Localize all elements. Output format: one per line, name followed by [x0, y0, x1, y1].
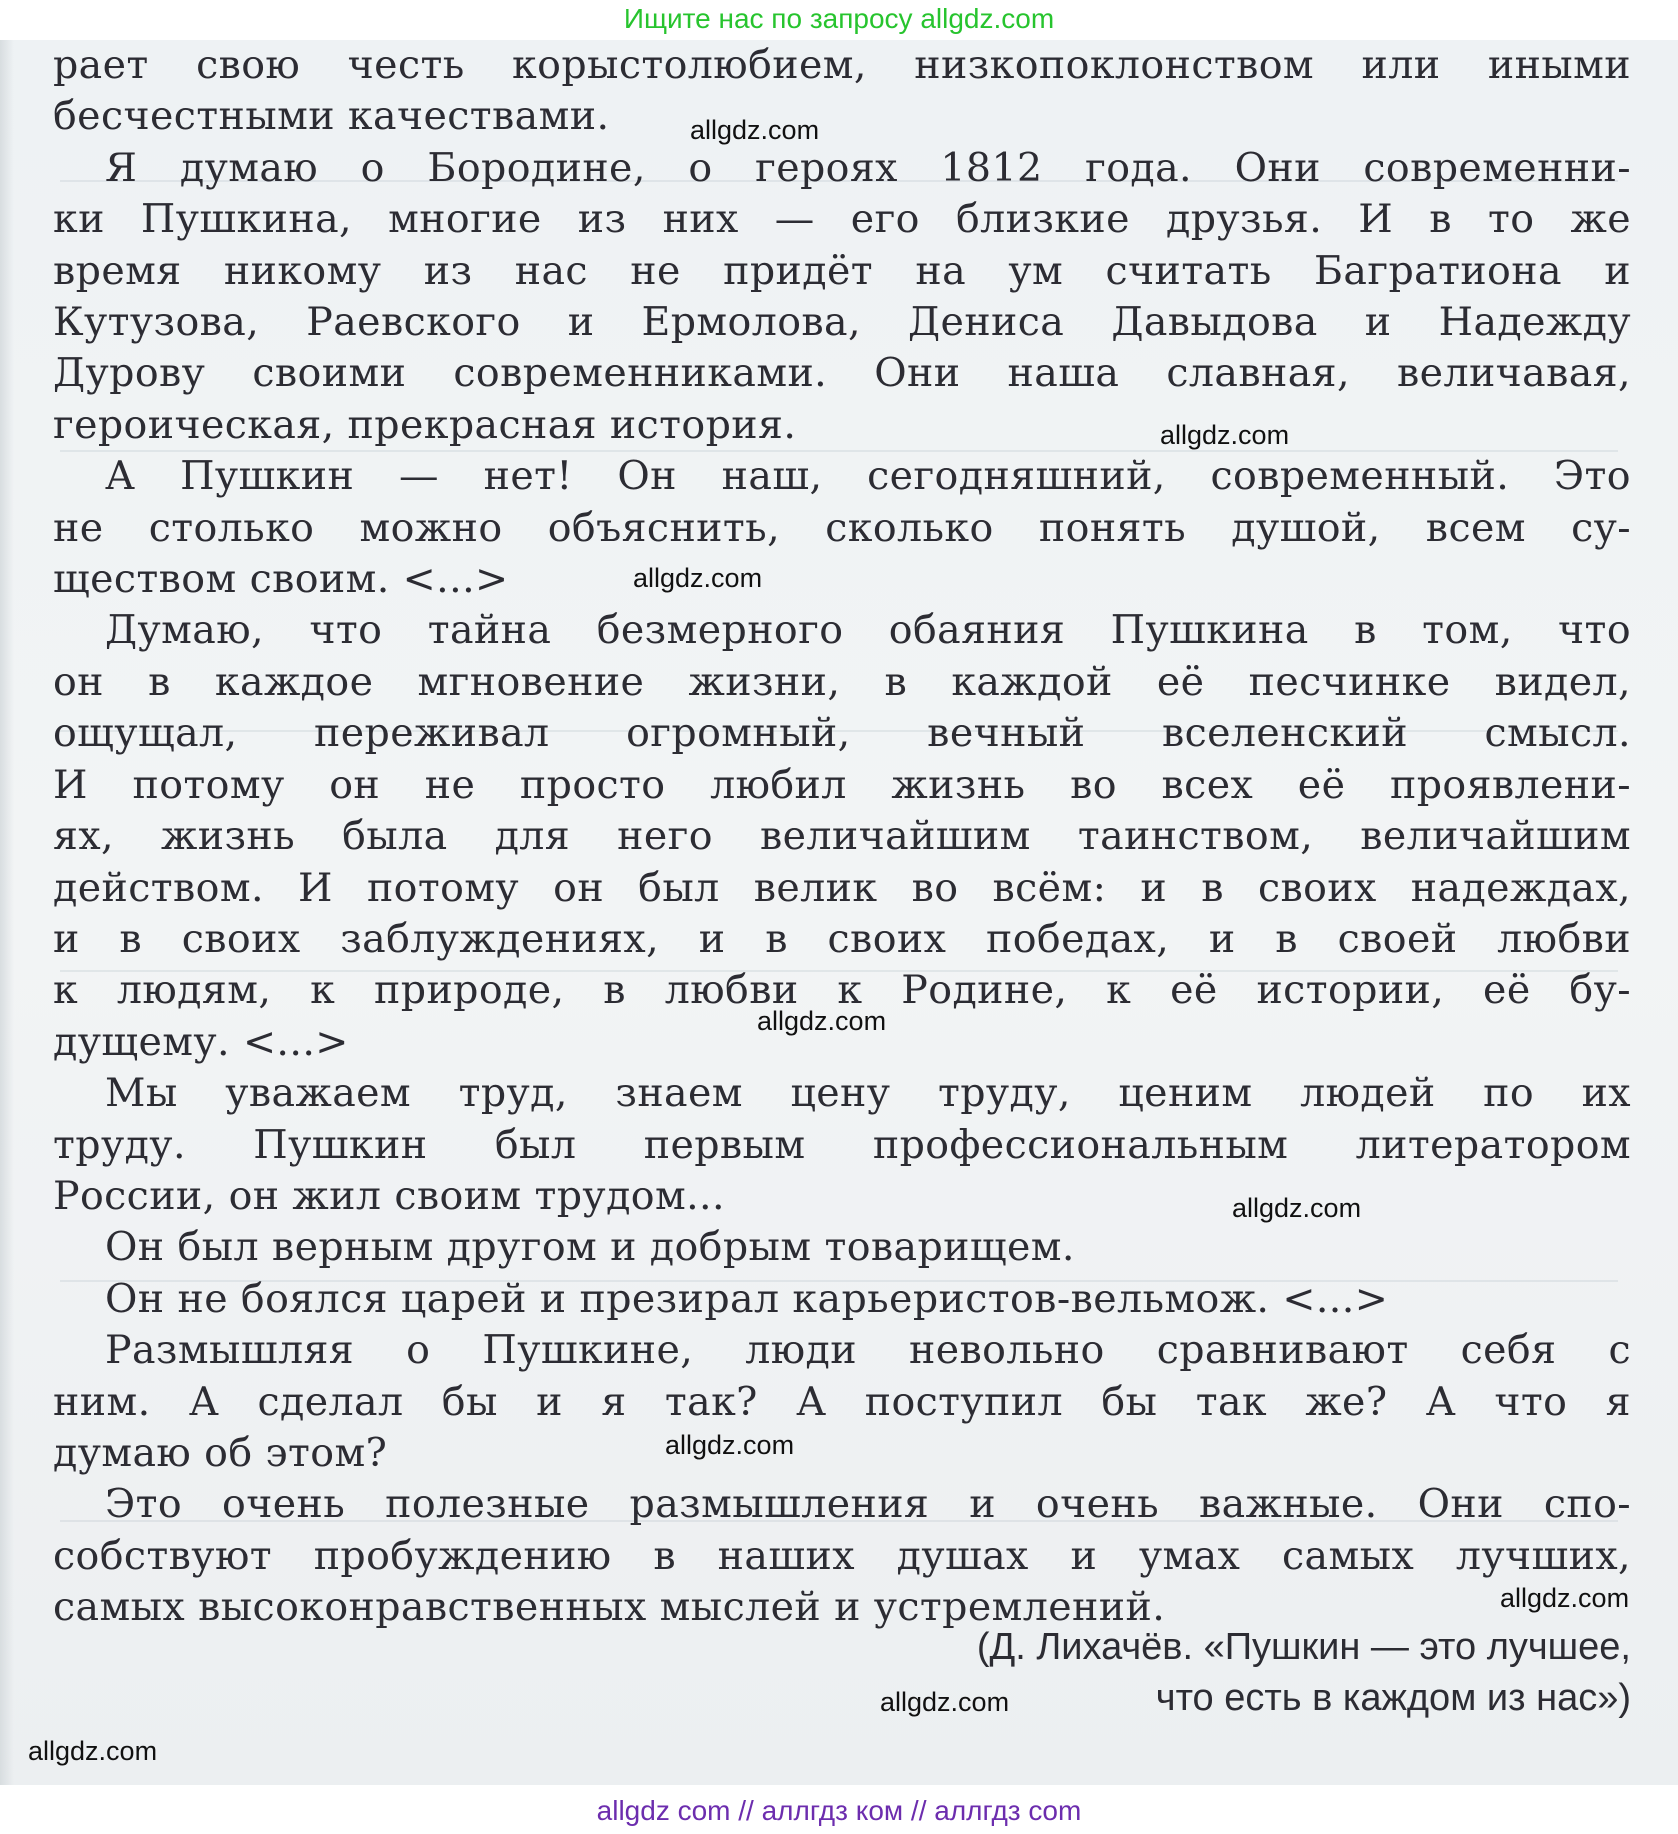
text-line: к людям, к природе, в любви к Родине, к её истории, её бу- — [53, 967, 1631, 1014]
text-line: думаю об этом? — [53, 1429, 388, 1476]
text-line: И потому он не просто любил жизнь во всех её проявлени- — [53, 761, 1631, 808]
text-line: действом. И потому он был велик во всём: и в своих надеждах, — [53, 864, 1631, 911]
citation — [977, 1622, 1631, 1724]
text-line: Кутузова, Раевского и Ермолова, Дениса Давыдова и Надежду — [53, 299, 1631, 346]
text-line: не столько можно объяснить, сколько понять душой, всем су- — [53, 504, 1631, 551]
bottom-banner: allgdz com // аллгдз ком // аллгдз com — [0, 1787, 1678, 1834]
text-line: А Пушкин — нет! Он наш, сегодняшний, современный. Это — [105, 453, 1631, 500]
text-line: бесчестными качествами. — [53, 93, 610, 140]
text-line: ях, жизнь была для него величайшим таинством, величайшим — [53, 813, 1631, 860]
watermark: allgdz.com — [633, 563, 763, 593]
watermark: allgdz.com — [1160, 420, 1290, 450]
watermark: allgdz.com — [1500, 1583, 1630, 1613]
text-line: ществом своим. <...> — [53, 556, 509, 603]
watermark: allgdz.com — [880, 1687, 1010, 1717]
scanned-page — [0, 40, 1678, 1785]
text-line: Мы уважаем труд, знаем цену труду, ценим людей по их — [105, 1070, 1631, 1117]
text-line: Он был верным другом и добрым товарищем. — [105, 1224, 1075, 1271]
text-line: ним. А сделал бы и я так? А поступил бы так же? А что я — [53, 1378, 1631, 1425]
text-line: рает свою честь корыстолюбием, низкопоклонством или иными — [53, 42, 1631, 88]
text-line: ощущал, переживал огромный, вечный вселенский смысл. — [53, 710, 1631, 757]
text-line: Размышляя о Пушкине, люди невольно сравнивают себя с — [105, 1327, 1631, 1374]
text-line: и в своих заблуждениях, и в своих победах, и в своей любви — [53, 915, 1631, 962]
text-line: собствуют пробуждению в наших душах и умах самых лучших, — [53, 1532, 1631, 1579]
text-line: Это очень полезные размышления и очень важные. Они спо- — [105, 1481, 1631, 1528]
text-line: Думаю, что тайна безмерного обаяния Пушкина в том, что — [105, 607, 1631, 654]
text-line: России, он жил своим трудом... — [53, 1172, 725, 1219]
text-line: ки Пушкина, многие из них — его близкие друзья. И в то же — [53, 196, 1631, 243]
text-line: Он не боялся царей и презирал карьеристов-вельмож. <...> — [105, 1275, 1389, 1322]
text-line: Дурову своими современниками. Они наша славная, величавая, — [53, 350, 1631, 397]
watermark: allgdz.com — [1232, 1193, 1362, 1223]
text-line: Я думаю о Бородине, о героях 1812 года. Они современни- — [105, 144, 1631, 191]
watermark: allgdz.com — [690, 115, 820, 145]
text-line: он в каждое мгновение жизни, в каждой её песчинке видел, — [53, 658, 1631, 705]
watermark: allgdz.com — [28, 1736, 158, 1766]
page-text — [53, 40, 1631, 1634]
text-line: время никому из нас не придёт на ум считать Багратиона и — [53, 247, 1631, 294]
citation-line: (Д. Лихачёв. «Пушкин — это лучшее, — [976, 1626, 1631, 1668]
citation-line: что есть в каждом из нас») — [1155, 1677, 1631, 1719]
watermark: allgdz.com — [665, 1430, 795, 1460]
text-line: дущему. <...> — [53, 1018, 349, 1065]
watermark: allgdz.com — [757, 1006, 887, 1036]
text-line: самых высоконравственных мыслей и устремлений. — [53, 1584, 1166, 1631]
top-banner: Ищите нас по запросу allgdz.com — [0, 0, 1678, 38]
text-line: героическая, прекрасная история. — [53, 401, 797, 448]
text-line: труду. Пушкин был первым профессиональным литератором — [53, 1121, 1631, 1168]
